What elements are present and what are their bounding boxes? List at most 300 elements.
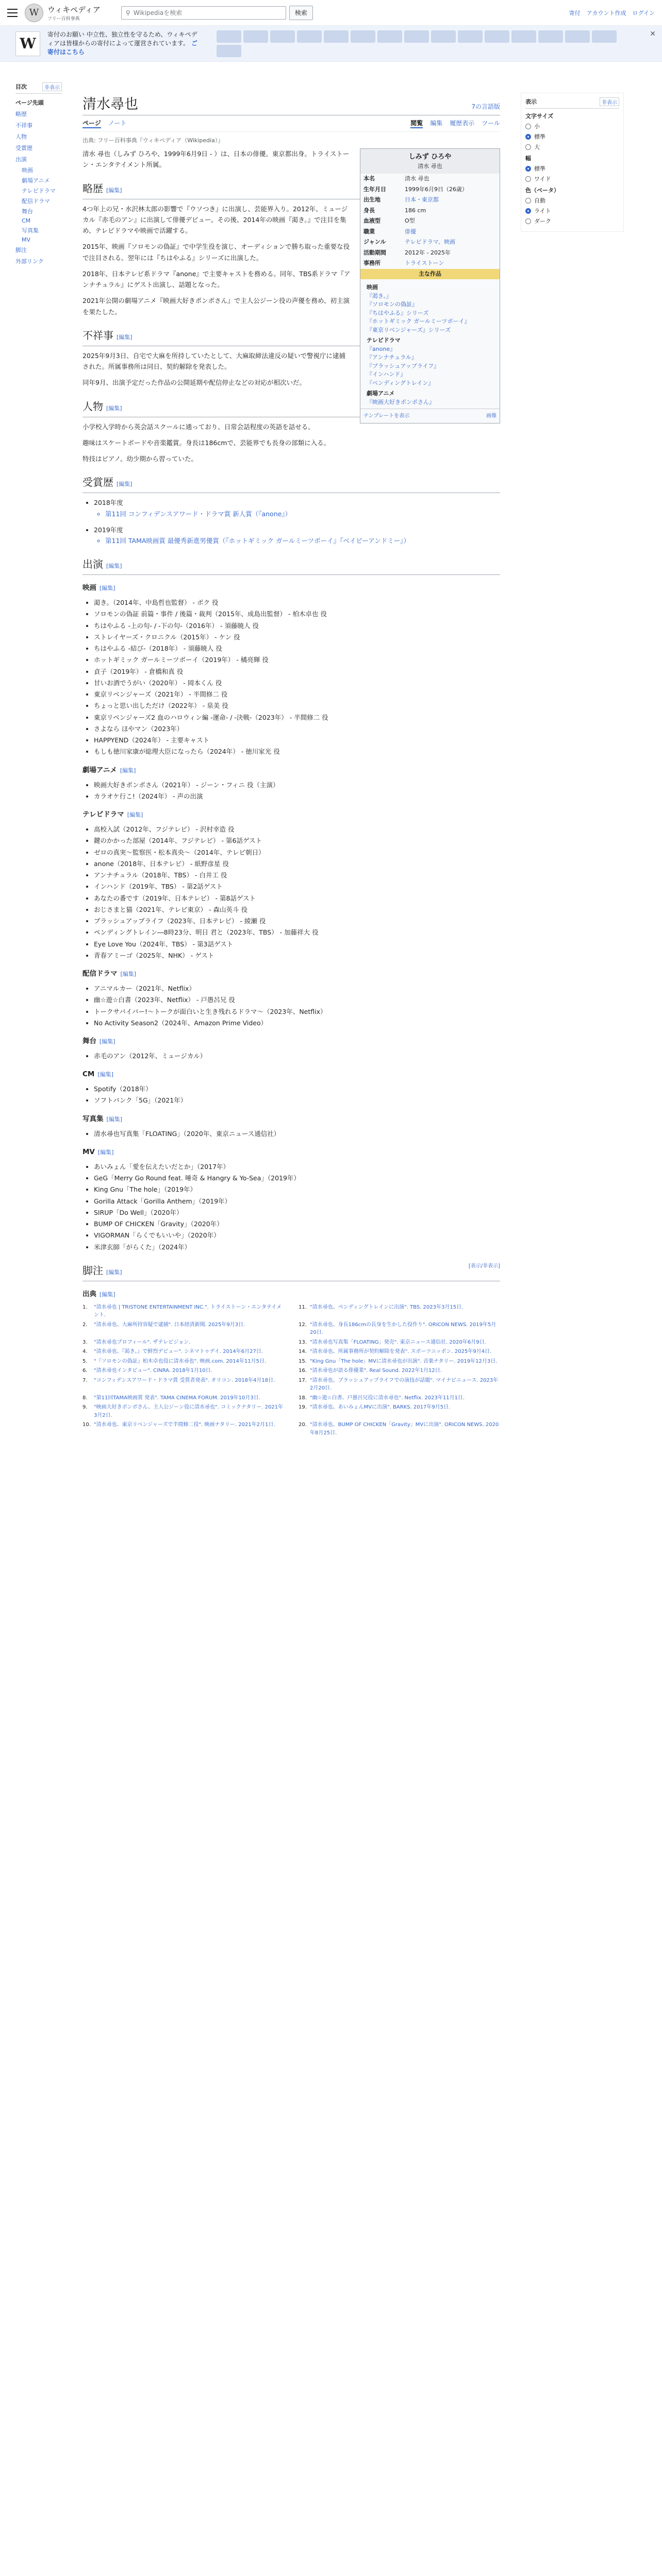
list-item: • ちはやふる -上の句- / -下の句-（2016年） - 須藤暁人 役	[94, 620, 500, 631]
section-title: 脚注	[82, 1264, 103, 1277]
reference-text[interactable]: "清水尋也、ペンディングトレインに出演". TBS. 2023年3月15日.	[310, 1304, 464, 1310]
reference-number: 14.	[299, 1349, 307, 1355]
infobox-row	[360, 216, 500, 227]
site-tagline: フリー百科事典	[47, 16, 80, 22]
tab-talk[interactable]: ノート	[108, 120, 127, 127]
list-item: • あいみょん「愛を伝えたいだとか」（2017年）	[94, 1161, 500, 1172]
reference-number: 10.	[82, 1422, 91, 1428]
color-option[interactable]	[525, 217, 619, 225]
reference-number: 7.	[82, 1377, 88, 1383]
subsection-mv	[82, 1146, 500, 1158]
infobox-row	[360, 174, 500, 184]
radio-icon	[525, 218, 531, 224]
infobox-work-link[interactable]: 『インハンド』	[367, 371, 406, 378]
tab-page[interactable]: ページ	[82, 118, 101, 128]
infobox-key: ジャンル	[363, 239, 386, 245]
section-appearances	[82, 555, 500, 575]
list-item: • アニマルカー（2021年、Netflix）	[94, 983, 500, 994]
reference-number: 12.	[299, 1321, 307, 1328]
list-item: • No Activity Season2（2024年、Amazon Prime Video）	[94, 1018, 500, 1028]
cm-list	[82, 1083, 500, 1106]
tv-list	[82, 824, 500, 961]
infobox-footer	[360, 409, 500, 423]
subsection-refs	[82, 1289, 500, 1300]
reference-item	[299, 1321, 500, 1337]
reference-text[interactable]: "『ソロモンの偽証』柏木卓也役に清水尋也". 映画.com. 2014年11月5日.	[94, 1358, 267, 1364]
list-item: • 東京リベンジャーズ2 血のハロウィン編 -運命- / -決戦-（2023年） - 半間修二 役	[94, 712, 500, 723]
text-size-option[interactable]	[525, 122, 619, 130]
award-year-label: 2018年度	[94, 499, 123, 507]
page-tabs	[82, 118, 500, 132]
list-item: • ゼロの真実〜監察医・松本真央〜（2014年、テレビ朝日）	[94, 847, 500, 858]
image-link[interactable]: 画像	[486, 413, 496, 419]
reference-item	[82, 1394, 284, 1402]
infobox-row	[360, 237, 500, 248]
radio-icon	[525, 198, 531, 204]
list-item: • ちはやふる -結び-（2018年） - 須藤暁人 役	[94, 643, 500, 654]
donation-banner	[0, 26, 662, 62]
list-item: • ソフトバンク「5G」（2021年）	[94, 1095, 500, 1106]
paragraph: 小学校入学時から英会話スクールに通っており、日常会話程度の英語を話せる。	[82, 422, 315, 431]
subsection-title: 配信ドラマ	[82, 970, 118, 978]
edit-link[interactable]: [編集]	[100, 585, 115, 592]
mv-list	[82, 1161, 500, 1252]
reference-item	[299, 1377, 500, 1393]
infobox-work-link[interactable]: 『ペンディングトレイン』	[367, 379, 434, 386]
section-title: 人物	[82, 400, 103, 413]
reference-number: 19.	[299, 1404, 307, 1411]
reference-item	[299, 1421, 500, 1437]
reference-number: 3.	[82, 1339, 88, 1345]
infobox	[360, 148, 500, 423]
toc-sub-mv[interactable]: MV	[22, 236, 31, 243]
edit-link[interactable]: [編集]	[100, 1038, 115, 1045]
reference-text[interactable]: "清水尋也、ブラッシュアップライフでの演技が話題". マイナビニュース. 2023年2月20日.	[310, 1377, 499, 1392]
toc-sub-stage[interactable]: 舞台	[22, 208, 33, 215]
award-year	[94, 497, 500, 519]
reference-number: 9.	[82, 1404, 88, 1411]
toc-title: 目次	[15, 83, 27, 90]
appearance-panel	[521, 93, 624, 232]
infobox-value: 2012年 - 2025年	[405, 249, 451, 256]
radio-icon	[525, 144, 531, 150]
edit-link[interactable]: [編集]	[106, 1115, 123, 1123]
infobox-work-link[interactable]: 『東京リベンジャーズ』シリーズ	[367, 326, 451, 333]
reference-item	[82, 1421, 284, 1437]
list-item: • あなたの番です（2019年、日本テレビ） - 第8話ゲスト	[94, 893, 500, 904]
paragraph: 特技はピアノ。幼少期から習っていた。	[82, 455, 198, 463]
paragraph: 4つ年上の兄・水沢林太郎の影響で『ウソつき』に出演し、芸能界入り。2012年、ミュージカル『赤毛のアン』に出演して俳優デビュー。その後、2014年の映画『渇き。』で注目を集め、テレビドラマや映画で活躍する。	[82, 205, 348, 234]
search-icon: ⚲	[125, 9, 130, 16]
reference-text[interactable]: "コンフィデンスアワード・ドラマ賞 受賞者発表". オリコン. 2018年4月18日.	[94, 1377, 275, 1383]
subsection-photobook	[82, 1113, 500, 1125]
section-awards	[82, 473, 500, 493]
list-item: • HAPPYEND（2024年） - 主要キャスト	[94, 735, 500, 745]
title-row	[82, 93, 500, 115]
section-title: 不祥事	[82, 329, 113, 342]
radio-selected-icon	[525, 208, 531, 214]
infobox-value[interactable]: 俳優	[405, 228, 416, 235]
list-item: • インハンド（2019年、TBS） - 第2話ゲスト	[94, 881, 500, 892]
toc-sub-photobook[interactable]: 写真集	[22, 227, 39, 234]
search-button[interactable]: 検索	[289, 6, 313, 20]
reference-number: 13.	[299, 1339, 307, 1345]
subsection-title: 舞台	[82, 1037, 96, 1045]
toc-item-awards[interactable]: 受賞歴	[15, 145, 32, 151]
infobox-value: O型	[405, 217, 415, 224]
reference-number: 2.	[82, 1321, 88, 1328]
wikipedia-logo-icon[interactable]: W	[25, 4, 43, 22]
donate-link[interactable]: 寄付	[569, 9, 581, 16]
create-account-link[interactable]: アカウント作成	[586, 9, 626, 16]
list-item: • ストレイヤーズ・クロニクル（2015年） - ケン 役	[94, 632, 500, 642]
reference-text[interactable]: "清水尋也、大麻所持容疑で逮捕". 日本経済新聞. 2025年9月3日.	[94, 1321, 245, 1328]
reference-text[interactable]: "清水尋也、身長186cmの長身を生かした役作り". ORICON NEWS. 2019年5月20日.	[310, 1321, 496, 1336]
edit-link[interactable]: [編集]	[106, 563, 122, 570]
infobox-anime-label: 劇場アニメ	[367, 390, 395, 397]
option-label: ワイド	[534, 176, 551, 182]
reference-text[interactable]: "清水尋也インタビュー". CINRA. 2018年1月10日.	[94, 1368, 212, 1374]
infobox-work-link[interactable]: 『アンナチュラル』	[367, 354, 417, 361]
list-item: • 米津玄師「がらくた」（2024年）	[94, 1242, 500, 1252]
list-item: • 幽☆遊☆白書（2023年、Netflix） - 戸愚呂兄 役	[94, 994, 500, 1005]
reference-text[interactable]: "King Gnu「The hole」MVに清水尋也が出演". 音楽ナタリー. 2019年12月3日.	[310, 1358, 498, 1364]
list-item: • ペンディングトレイン―8時23分、明日 君と（2023年、TBS） - 加藤祥大 役	[94, 927, 500, 938]
reference-text[interactable]: "清水尋也プロフィール". ザテレビジョン.	[94, 1339, 191, 1345]
login-link[interactable]: ログイン	[632, 9, 655, 16]
tab-read[interactable]: 閲覧	[410, 118, 423, 128]
list-item: • トークサバイバー!〜トークが面白いと生き残れるドラマ〜（2023年、Netflix）	[94, 1006, 500, 1017]
toc-item-top[interactable]: ページ先頭	[15, 99, 44, 106]
radio-selected-icon	[525, 134, 531, 140]
reference-text[interactable]: "清水尋也が語る俳優業". Real Sound. 2022年1月12日.	[310, 1368, 442, 1374]
subsection-title: テレビドラマ	[82, 810, 124, 819]
reference-number: 11.	[299, 1304, 307, 1310]
infobox-key: 事務所	[363, 260, 380, 266]
article-body	[82, 148, 500, 1438]
reference-text[interactable]: "清水尋也、あいみょんMVに出演". BARKS. 2017年9月5日.	[310, 1404, 451, 1411]
infobox-key: 活動期間	[363, 249, 386, 256]
list-item: • anone（2018年、日本テレビ） - 紙野彦星 役	[94, 858, 500, 869]
option-label: ライト	[534, 208, 551, 214]
edit-link[interactable]: [編集]	[120, 767, 136, 774]
reference-number: 8.	[82, 1395, 88, 1401]
option-label: 小	[534, 123, 540, 130]
reference-text[interactable]: "清水尋也、所属事務所が契約解除を発表". スポーツニッポン. 2025年9月4日.	[310, 1349, 492, 1355]
subsection-title: 写真集	[82, 1114, 104, 1123]
reference-text[interactable]: "清水尋也、『渇き。』で鮮烈デビュー". シネマトゥデイ. 2014年6月27日.	[94, 1349, 263, 1355]
subsection-title: 映画	[82, 584, 96, 592]
reference-text[interactable]: "映画大好きポンポさん、主人公ジーン役に清水尋也". コミックナタリー. 2021年3月2日.	[94, 1404, 284, 1418]
list-item: • 渇き。（2014年、中島哲也監督） - ボク 役	[94, 597, 500, 608]
edit-link[interactable]: [編集]	[106, 1268, 122, 1276]
reference-text[interactable]: "清水尋也 | TRISTONE ENTERTAINMENT INC.". トライストーン・エンタテイメント.	[94, 1304, 282, 1318]
list-item: • Spotify（2018年）	[94, 1083, 500, 1094]
header	[0, 0, 662, 26]
list-item: • 東京リベンジャーズ（2021年） - 半間修二 役	[94, 689, 500, 700]
toc-hide-button[interactable]: 非表示	[42, 82, 62, 91]
infobox-row	[360, 206, 500, 216]
list-item: • Eye Love You（2024年、TBS） - 第3話ゲスト	[94, 939, 500, 950]
infobox-work-link[interactable]: 『ソロモンの偽証』	[367, 301, 418, 308]
edit-link[interactable]: [編集]	[120, 971, 137, 978]
list-item: • 鍵のかかった部屋（2014年、フジテレビ） - 第6話ゲスト	[94, 835, 500, 846]
toc-item-appearances[interactable]: 出演	[15, 156, 27, 163]
reference-item	[82, 1303, 284, 1319]
infobox-key: 身長	[363, 207, 375, 214]
language-button[interactable]: 7の言語版	[471, 103, 500, 110]
infobox-key: 血液型	[363, 217, 380, 224]
tab-edit[interactable]: 編集	[430, 120, 443, 127]
paragraph: 同年9月、出演予定だった作品の公開延期や配信停止などの対応が相次いだ。	[82, 379, 306, 387]
list-item: • アンナチュラル（2018年、TBS） - 白井工 役	[94, 870, 500, 880]
search-placeholder: Wikipediaを検索	[133, 9, 183, 16]
reference-number: 17.	[299, 1377, 307, 1383]
radio-selected-icon	[525, 166, 531, 172]
subsection-title: 出典	[82, 1290, 96, 1298]
infobox-row	[360, 195, 500, 206]
width-option[interactable]	[525, 164, 619, 173]
list-item: • ちょっと思い出しただけ（2022年） - 泉美 役	[94, 700, 500, 711]
infobox-work-link[interactable]: 『映画大好きポンポさん』	[367, 398, 435, 405]
list-item: • 映画大好きポンポさん（2021年） - ジーン・フィニ 役（主演）	[94, 779, 500, 790]
infobox-work-link[interactable]: 『ちはやふる』シリーズ	[367, 309, 429, 316]
reference-number: 16.	[299, 1368, 307, 1374]
paragraph: 2018年、日本テレビ系ドラマ『anone』で主要キャストを務める。同年、TBS系ドラマ『アンナチュラル』にゲスト出演し、話題となった。	[82, 269, 351, 289]
list-item: • Gorilla Attack「Gorilla Anthem」（2019年）	[94, 1196, 500, 1207]
user-links	[569, 9, 655, 17]
appearance-header	[525, 97, 619, 109]
section-title: 受賞歴	[82, 476, 113, 489]
banner-decoration	[217, 29, 641, 58]
reference-text[interactable]: "清水尋也、東京リベンジャーズで半間修二役". 映画ナタリー. 2021年2月1日.	[94, 1422, 275, 1428]
award-year	[94, 524, 500, 547]
reference-item	[82, 1403, 284, 1419]
list-item: • おじさまと猫（2021年、テレビ東京） - 森山英斗 役	[94, 904, 500, 915]
reference-item	[299, 1303, 500, 1319]
section-notes	[82, 1262, 500, 1281]
tab-history[interactable]: 履歴表示	[450, 120, 475, 127]
infobox-work-link[interactable]: 『anone』	[367, 345, 396, 352]
list-item: • もしも徳川家康が総理大臣になったら（2024年） - 徳川家光 役	[94, 746, 500, 757]
reference-item	[82, 1367, 284, 1375]
toc-sub-cm[interactable]: CM	[22, 217, 31, 224]
edit-link[interactable]: [編集]	[106, 187, 122, 194]
tab-tools[interactable]: ツール	[482, 120, 500, 127]
appearance-hide-button[interactable]: 非表示	[600, 97, 619, 106]
reference-number: 4.	[82, 1349, 88, 1355]
close-icon[interactable]: ✕	[650, 30, 656, 38]
list-item: • BUMP OF CHICKEN「Gravity」（2020年）	[94, 1218, 500, 1229]
page-title: 清水尋也	[82, 96, 138, 112]
banner-message: 寄付のお願い 中立性、独立性を守るため、ウィキペディアは皆様からの寄付によって運営されています。	[47, 31, 197, 47]
option-label: 標準	[534, 165, 545, 172]
toc-sub-streaming[interactable]: 配信ドラマ	[22, 198, 50, 205]
reference-number: 6.	[82, 1368, 88, 1374]
list-item: • 貞子（2019年） - 倉橋和真 役	[94, 666, 500, 677]
infobox-row	[360, 184, 500, 195]
appearance-title: 表示	[525, 98, 537, 105]
infobox-value: 1999年6月9日（26歳）	[405, 185, 468, 193]
list-item: • King Gnu「The hole」（2019年）	[94, 1184, 500, 1195]
banner-link[interactable]: ご寄付はこちら	[47, 40, 197, 56]
option-label: 自動	[534, 197, 545, 204]
reference-number: 5.	[82, 1358, 88, 1364]
infobox-works-title: 主な作品	[360, 269, 500, 280]
infobox-row	[360, 258, 500, 269]
list-item: • 高校入試（2012年、フジテレビ） - 沢村幸造 役	[94, 824, 500, 835]
toc-item-career[interactable]: 略歴	[15, 111, 27, 117]
reference-text[interactable]: "幽☆遊☆白書、戸愚呂兄役に清水尋也". Netflix. 2023年11月1日.	[310, 1395, 465, 1401]
menu-icon[interactable]	[7, 9, 18, 17]
banner-text	[47, 30, 202, 57]
reference-text[interactable]: "清水尋也、BUMP OF CHICKEN「Gravity」MVに出演". ORICON NEWS. 2020年8月25日.	[310, 1422, 499, 1436]
toc-item-external[interactable]: 外部リンク	[15, 258, 44, 265]
reference-item	[299, 1367, 500, 1375]
list-item: • 赤毛のアン（2012年、ミュージカル）	[94, 1050, 500, 1061]
infobox-key: 本名	[363, 175, 375, 182]
photobook-list	[82, 1128, 500, 1139]
search-input[interactable]	[121, 6, 286, 20]
infobox-name	[360, 149, 500, 174]
toc-item-notes[interactable]: 脚注	[15, 247, 27, 253]
infobox-value[interactable]: トライストーン	[405, 260, 444, 266]
width-option[interactable]	[525, 175, 619, 183]
reference-item	[299, 1348, 500, 1356]
edit-link[interactable]: [編集]	[117, 333, 133, 341]
show-hide-button[interactable]: [表示/非表示]	[468, 1263, 500, 1269]
paragraph: 趣味はスケートボードや音楽鑑賞。身長は186cmで、芸能界でも長身の部類に入る。	[82, 438, 330, 447]
width-label: 幅	[525, 155, 531, 162]
infobox-work-link[interactable]: 『ホットギミック ガールミーツボーイ』	[367, 318, 470, 325]
toc-sub-film[interactable]: 映画	[22, 167, 33, 174]
color-option[interactable]	[525, 196, 619, 205]
stage-list	[82, 1050, 500, 1061]
edit-link[interactable]: [編集]	[117, 481, 133, 488]
reference-item	[299, 1394, 500, 1402]
paragraph: 2021年公開の劇場アニメ『映画大好きポンポさん』で主人公ジーン役の声優を務め、初主演を果たした。	[82, 297, 350, 316]
list-item: • さよなら ほやマン（2023年）	[94, 723, 500, 734]
reference-item	[82, 1338, 284, 1347]
film-list	[82, 597, 500, 757]
infobox-value[interactable]: 日本・東京都	[405, 196, 439, 203]
award-entry[interactable]: ◦ 第11回 コンフィデンスアワード・ドラマ賞 新人賞（『anone』）	[105, 509, 500, 519]
infobox-work-link[interactable]: 『渇き。』	[367, 292, 392, 299]
infobox-value: 清水 尋也	[405, 175, 429, 182]
infobox-key: 出生地	[363, 196, 380, 203]
anime-list	[82, 779, 500, 802]
color-label: 色（ベータ）	[525, 187, 559, 194]
reference-number: 15.	[299, 1358, 307, 1364]
list-item: • VIGORMAN「らくでもいいや」（2020年）	[94, 1230, 500, 1241]
text-size-option[interactable]	[525, 143, 619, 151]
streaming-list	[82, 983, 500, 1028]
infobox-key: 職業	[363, 228, 375, 235]
list-item: • SIRUP「Do Well」（2020年）	[94, 1207, 500, 1218]
list-item: • 清水尋也写真集「FLOATING」（2020年、東京ニュース通信社）	[94, 1128, 500, 1139]
site-name: ウィキペディア	[47, 5, 101, 14]
reference-item	[82, 1377, 284, 1393]
subsection-title: MV	[82, 1147, 95, 1156]
infobox-key: 生年月日	[363, 185, 386, 193]
option-label: ダーク	[534, 218, 551, 225]
list-item: • GeG「Merry Go Round feat. 唾奇 & Hangry & Yo-Sea」（2019年）	[94, 1173, 500, 1183]
reference-item	[82, 1348, 284, 1356]
toc-sub-tv[interactable]: テレビドラマ	[22, 188, 56, 194]
text-size-label: 文字サイズ	[525, 113, 554, 120]
subsection-tv	[82, 809, 500, 821]
right-sidebar	[500, 62, 624, 1445]
subsection-cm	[82, 1069, 500, 1080]
edit-link[interactable]: [編集]	[100, 1291, 115, 1298]
list-item: • 青春アミーゴ（2025年、NHK） - ゲスト	[94, 950, 500, 961]
reference-number: 1.	[82, 1304, 88, 1310]
reference-item	[82, 1358, 284, 1366]
radio-icon	[525, 176, 531, 182]
subsection-anime	[82, 765, 500, 776]
reference-item	[82, 1321, 284, 1337]
reference-item	[299, 1338, 500, 1347]
toc-header	[15, 82, 62, 94]
toc-item-scandal[interactable]: 不祥事	[15, 122, 32, 129]
reference-item	[299, 1403, 500, 1419]
infobox-tv-label: テレビドラマ	[367, 337, 401, 344]
subsection-title: 劇場アニメ	[82, 766, 117, 774]
toc-item-person[interactable]: 人物	[15, 133, 27, 140]
list-item: • 甘いお酒でうがい（2020年） - 岡本くん 役	[94, 677, 500, 688]
subsection-film	[82, 582, 500, 594]
infobox-value: 186 cm	[405, 207, 426, 214]
infobox-work-link[interactable]: 『ブラッシュアップライフ』	[367, 362, 440, 369]
list-item: • カラオケ行こ!（2024年） - 声の出演	[94, 791, 500, 802]
reference-number: 18.	[299, 1395, 307, 1401]
subsection-stage	[82, 1036, 500, 1047]
source-note: 出典: フリー百科事典『ウィキペディア（Wikipedia）』	[82, 137, 224, 144]
infobox-row	[360, 248, 500, 259]
reference-text[interactable]: "清水尋也写真集「FLOATING」発売". 東京ニュース通信社. 2020年6月9日.	[310, 1339, 486, 1345]
list-item: • ソロモンの偽証 前篇・事件 / 後篇・裁判（2015年、成島出監督） - 柏木卓也 役	[94, 608, 500, 619]
wordmark[interactable]	[47, 4, 101, 22]
references-list	[82, 1303, 500, 1439]
infobox-kanji: 清水 尋也	[418, 162, 442, 170]
edit-link[interactable]: [編集]	[127, 811, 143, 819]
radio-icon	[525, 124, 531, 129]
toc-sub-anime[interactable]: 劇場アニメ	[22, 177, 50, 184]
edit-link[interactable]: [編集]	[97, 1148, 114, 1156]
color-option[interactable]	[525, 207, 619, 215]
text-size-option[interactable]	[525, 132, 619, 141]
award-year-label: 2019年度	[94, 526, 123, 534]
infobox-works	[360, 279, 500, 409]
reference-text[interactable]: "第11回TAMA映画賞 発表". TAMA CINEMA FORUM. 2019年10月3日.	[94, 1395, 260, 1401]
award-entry[interactable]: ◦ 第11回 TAMA映画賞 最優秀新進男優賞（『ホットギミック ガールミーツボーイ』『ベイビーアンドミー』）	[105, 535, 500, 546]
lead-paragraph: 清水 尋也（しみず ひろや、1999年6月9日 - ）は、日本の俳優。東京都出身。トライストーン・エンタテイメント所属。	[82, 150, 350, 169]
list-item: • ブラッシュアップライフ（2023年、日本テレビ） - 綾瀬 役	[94, 916, 500, 926]
subsection-streaming	[82, 968, 500, 980]
option-label: 標準	[534, 133, 545, 140]
banner-logo-icon: W	[15, 31, 40, 56]
paragraph: 2015年、映画『ソロモンの偽証』で中学生役を演じ、オーディションで勝ち取った重要な役で注目される。翌年には『ちはやふる』シリーズに出演した。	[82, 243, 350, 262]
paragraph: 2025年9月3日、自宅で大麻を所持していたとして、大麻取締法違反の疑いで警視庁に逮捕された。所属事務所は同日、契約解除を発表した。	[82, 351, 345, 370]
option-label: 大	[534, 144, 540, 150]
edit-link[interactable]: [編集]	[97, 1071, 113, 1078]
infobox-value[interactable]: テレビドラマ、映画	[405, 239, 456, 245]
subsection-title: CM	[82, 1070, 95, 1079]
edit-link[interactable]: [編集]	[106, 404, 122, 412]
template-link[interactable]: テンプレートを表示	[363, 413, 410, 419]
section-title: 出演	[82, 558, 103, 571]
toc-sidebar	[0, 62, 62, 1445]
